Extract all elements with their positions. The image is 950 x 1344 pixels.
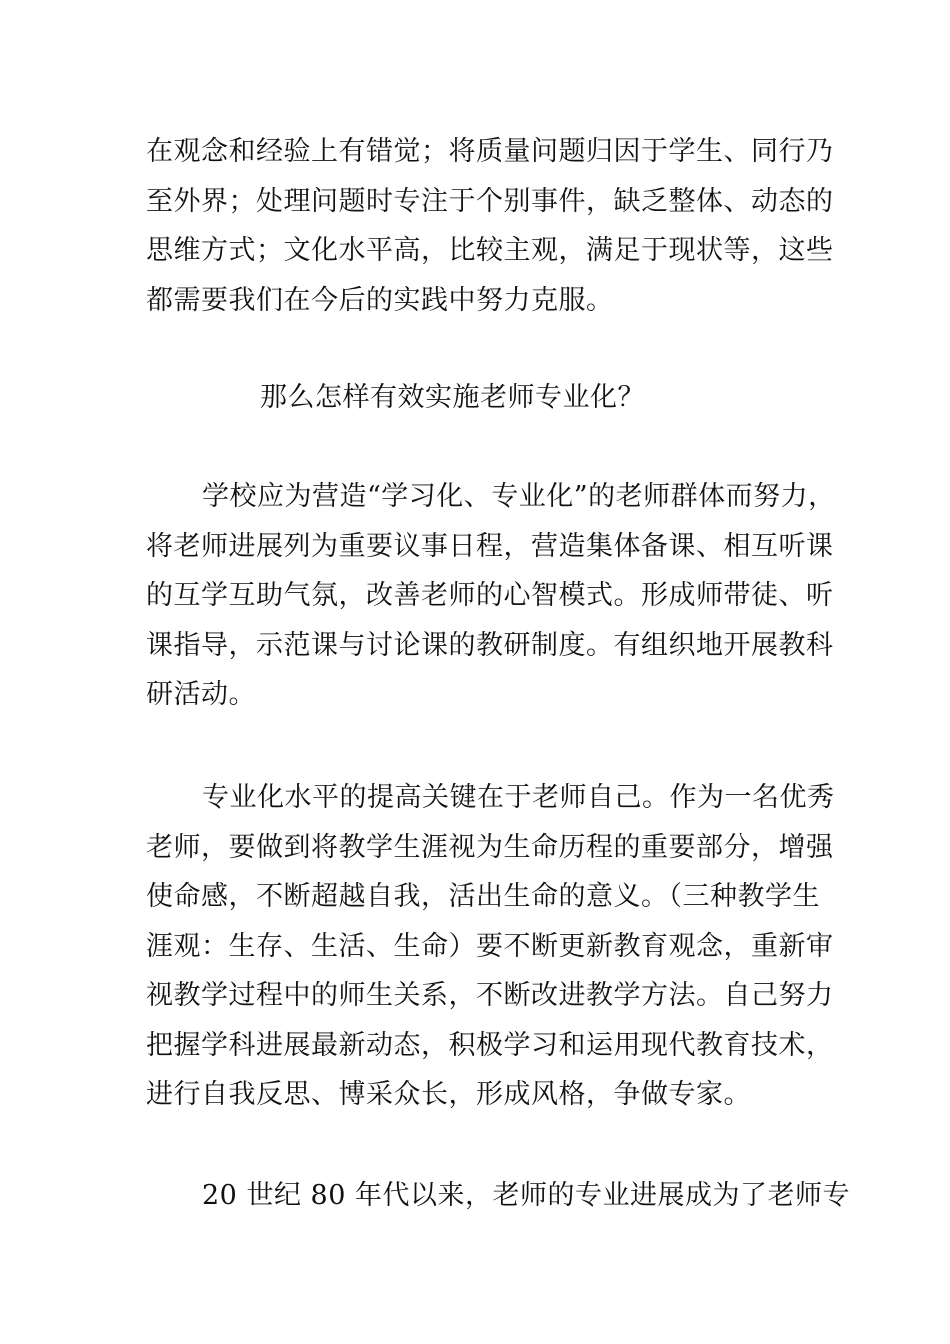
paragraph-2 [146, 472, 836, 720]
paragraph-3-line: 老师，要做到将教学生涯视为生命历程的重要部分，增强 [146, 831, 834, 863]
paragraph-4-line: 20 世纪 80 年代以来，老师的专业进展成为了老师专 [202, 1180, 850, 1211]
paragraph-2-line: 课指导，示范课与讨论课的教研制度。有组织地开展教科 [146, 629, 834, 661]
paragraph-2-line: 学校应为营造“学习化、专业化”的老师群体而努力， [202, 481, 836, 512]
paragraph-1 [146, 127, 834, 325]
paragraph-2-line: 将老师进展列为重要议事日程，营造集体备课、相互听课 [146, 530, 834, 562]
paragraph-1-line: 思维方式；文化水平高，比较主观，满足于现状等，这些 [146, 235, 834, 266]
paragraph-3 [146, 773, 835, 1120]
paragraph-2-line: 研活动。 [146, 679, 256, 710]
paragraph-4 [146, 1171, 850, 1221]
paragraph-3-line: 涯观：生存、生活、生命）要不断更新教育观念，重新审 [146, 930, 834, 962]
paragraph-3-line: 使命感，不断超越自我，活出生命的意义。（三种教学生 [146, 881, 820, 912]
paragraph-3-line: 进行自我反思、博采众长，形成风格，争做专家。 [146, 1079, 751, 1110]
section-heading-block [146, 373, 816, 423]
paragraph-3-line: 专业化水平的提高关键在于老师自己。作为一名优秀 [202, 782, 835, 813]
section-heading: 那么怎样有效实施老师专业化？ [260, 382, 645, 413]
paragraph-2-line: 的互学互助气氛，改善老师的心智模式。形成师带徒、听 [146, 580, 834, 611]
paragraph-1-line: 都需要我们在今后的实践中努力克服。 [146, 284, 614, 316]
paragraph-3-line: 把握学科进展最新动态，积极学习和运用现代教育技术， [146, 1029, 834, 1061]
paragraph-1-line: 在观念和经验上有错觉；将质量问题归因于学生、同行乃 [146, 136, 834, 167]
paragraph-1-line: 至外界；处理问题时专注于个别事件，缺乏整体、动态的 [146, 185, 834, 217]
paragraph-3-line: 视教学过程中的师生关系，不断改进教学方法。自己努力 [146, 980, 834, 1011]
